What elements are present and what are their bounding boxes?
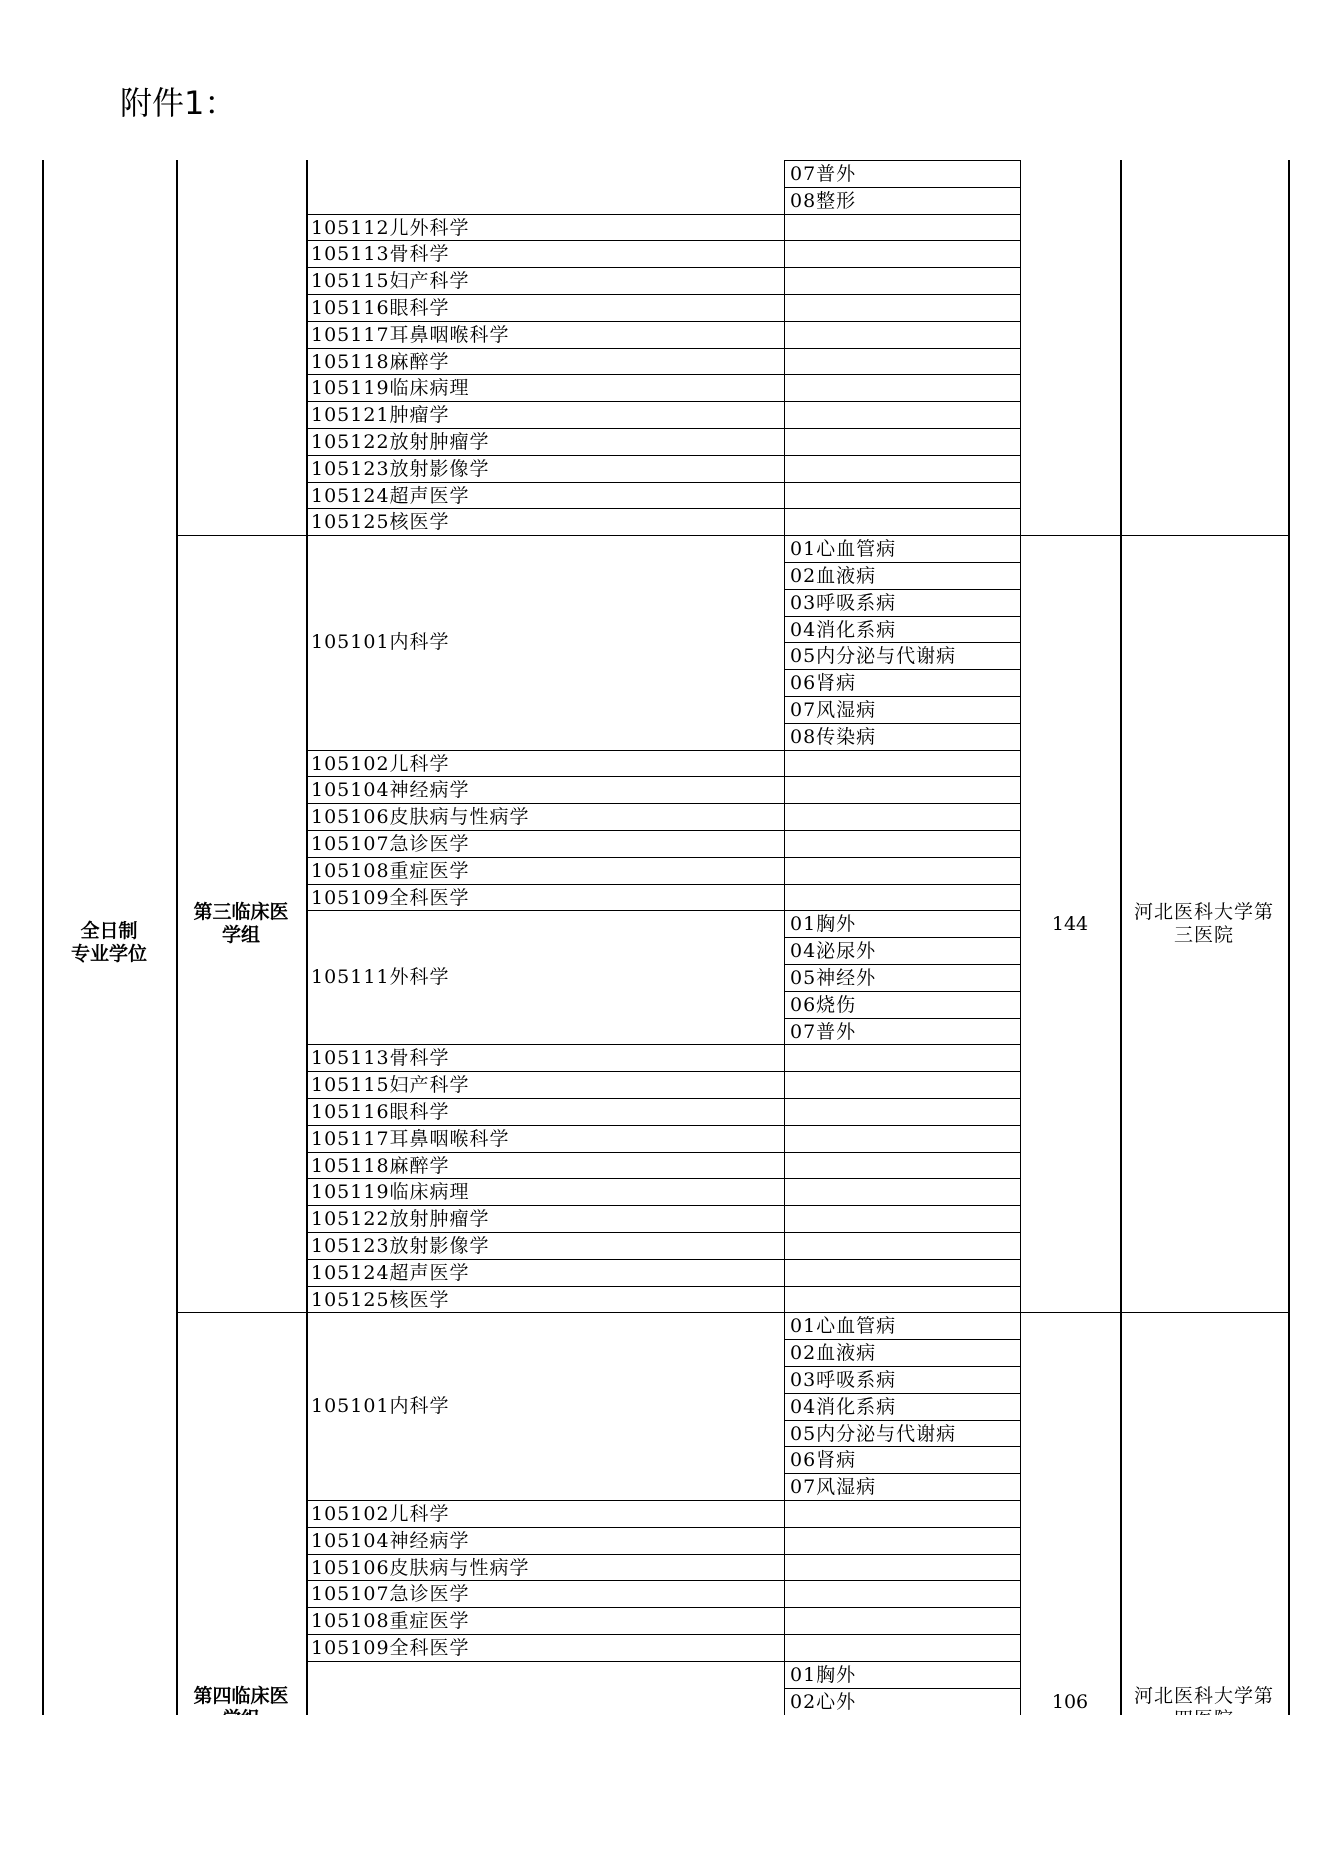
degree-type-label: 全日制 专业学位 (70, 919, 147, 965)
row-divider (784, 187, 1020, 188)
table-right-border (1288, 160, 1290, 1715)
sub-specialty-cell: 01心血管病 (790, 1315, 897, 1338)
row-divider (306, 910, 1020, 911)
row-divider (784, 642, 1020, 643)
major-cell: 105101内科学 (311, 1395, 450, 1418)
major-cell: 105117耳鼻咽喉科学 (311, 1127, 510, 1150)
row-divider (784, 589, 1020, 590)
major-cell: 105119临床病理 (311, 1181, 470, 1204)
hospital-name: 河北医科大学第 三医院 (1133, 900, 1274, 946)
attachment-title: 附件1： (120, 84, 237, 122)
major-cell: 105113骨科学 (311, 243, 450, 266)
sub-specialty-cell: 04消化系病 (790, 1395, 897, 1418)
group-name: 第四临床医 (193, 1685, 289, 1707)
major-cell: 105118麻醉学 (311, 350, 450, 373)
major-cell: 105107急诊医学 (311, 833, 470, 855)
row-divider (306, 1661, 1020, 1662)
row-divider (784, 723, 1020, 724)
sub-specialty-cell: 06烧伤 (790, 993, 857, 1016)
row-divider (784, 1018, 1020, 1019)
major-cell: 105115妇产科学 (311, 270, 470, 293)
sub-specialty-cell: 02血液病 (790, 565, 877, 587)
sub-specialty-cell: 08传染病 (790, 725, 877, 748)
sub-specialty-cell: 05神经外 (790, 967, 877, 989)
sub-specialty-cell: 05内分泌与代谢病 (790, 645, 957, 668)
major-cell: 105111外科学 (311, 966, 450, 989)
row-divider (784, 1366, 1020, 1367)
row-divider (784, 562, 1020, 563)
major-cell: 105109全科医学 (311, 1637, 470, 1659)
sub-specialty-cell: 08整形 (790, 189, 857, 212)
row-divider (784, 1446, 1020, 1447)
page-bottom-margin (0, 1715, 1323, 1871)
major-cell: 105124超声医学 (311, 484, 470, 507)
major-cell: 105106皮肤病与性病学 (311, 1556, 530, 1579)
major-cell: 105122放射肿瘤学 (311, 431, 490, 453)
row-divider (306, 374, 1020, 375)
row-divider (784, 937, 1020, 938)
major-cell: 105113骨科学 (311, 1047, 450, 1070)
row-divider (306, 455, 1020, 456)
row-divider (784, 696, 1020, 697)
column-divider (784, 160, 785, 1715)
row-divider (306, 214, 1020, 215)
sub-specialty-cell: 07普外 (790, 163, 857, 185)
sub-specialty-cell: 06肾病 (790, 1449, 857, 1472)
sub-specialty-cell: 07风湿病 (790, 1476, 877, 1499)
row-divider (306, 321, 1020, 322)
row-divider (784, 160, 1020, 161)
column-divider (1020, 160, 1021, 1715)
row-divider (784, 1473, 1020, 1474)
row-divider (306, 428, 1020, 429)
major-cell: 105123放射影像学 (311, 457, 490, 480)
quota-count: 144 (1051, 912, 1089, 935)
major-cell: 105108重症医学 (311, 859, 470, 882)
row-divider (784, 1393, 1020, 1394)
sub-specialty-cell: 03呼吸系病 (790, 591, 897, 614)
row-divider (784, 616, 1020, 617)
sub-specialty-cell: 01胸外 (790, 1663, 857, 1686)
row-divider (784, 669, 1020, 670)
major-cell: 105116眼科学 (311, 297, 450, 319)
major-cell: 105104神经病学 (311, 779, 470, 802)
major-cell: 105123放射影像学 (311, 1235, 490, 1257)
sub-specialty-cell: 02心外 (790, 1690, 857, 1713)
major-cell: 105125核医学 (311, 511, 450, 534)
column-divider (306, 160, 308, 1715)
row-divider (306, 348, 1020, 349)
row-divider (306, 482, 1020, 483)
row-divider (306, 240, 1020, 241)
column-divider (176, 160, 178, 1715)
row-divider (784, 991, 1020, 992)
major-cell: 105106皮肤病与性病学 (311, 806, 530, 829)
sub-specialty-cell: 04消化系病 (790, 618, 897, 641)
row-divider (784, 1339, 1020, 1340)
row-divider (784, 1420, 1020, 1421)
sub-specialty-cell: 06肾病 (790, 672, 857, 695)
row-divider (306, 267, 1020, 268)
sub-specialty-cell: 07普外 (790, 1020, 857, 1043)
major-cell: 105118麻醉学 (311, 1154, 450, 1177)
row-divider (784, 1688, 1020, 1689)
major-cell: 105108重症医学 (311, 1610, 470, 1633)
major-cell: 105116眼科学 (311, 1101, 450, 1123)
major-cell: 105102儿科学 (311, 752, 450, 775)
row-divider (306, 401, 1020, 402)
row-divider (306, 508, 1020, 509)
sub-specialty-cell: 07风湿病 (790, 699, 877, 721)
major-cell: 105125核医学 (311, 1288, 450, 1311)
sub-specialty-cell: 02血液病 (790, 1342, 877, 1365)
major-cell: 105109全科医学 (311, 886, 470, 909)
group-name: 第三临床医 学组 (193, 900, 289, 946)
row-divider (306, 294, 1020, 295)
sub-specialty-cell: 04泌尿外 (790, 940, 877, 963)
quota-count: 106 (1051, 1691, 1089, 1713)
major-cell: 105115妇产科学 (311, 1074, 470, 1097)
sub-specialty-cell: 01心血管病 (790, 538, 897, 561)
major-cell: 105121肿瘤学 (311, 404, 450, 427)
major-cell: 105107急诊医学 (311, 1583, 470, 1606)
column-divider (1120, 160, 1122, 1715)
sub-specialty-cell: 05内分泌与代谢病 (790, 1422, 957, 1445)
major-cell: 105122放射肿瘤学 (311, 1208, 490, 1231)
major-cell: 105112儿外科学 (311, 216, 470, 239)
sub-specialty-cell: 01胸外 (790, 913, 857, 936)
major-cell: 105117耳鼻咽喉科学 (311, 323, 510, 346)
major-cell: 105101内科学 (311, 631, 450, 654)
table-left-border (42, 160, 44, 1715)
sub-specialty-cell: 03呼吸系病 (790, 1369, 897, 1391)
major-cell: 105104神经病学 (311, 1529, 470, 1552)
row-divider (784, 964, 1020, 965)
major-cell: 105124超声医学 (311, 1261, 470, 1284)
major-cell: 105119临床病理 (311, 377, 470, 400)
major-cell: 105102儿科学 (311, 1503, 450, 1525)
hospital-name: 河北医科大学第 (1133, 1685, 1274, 1707)
